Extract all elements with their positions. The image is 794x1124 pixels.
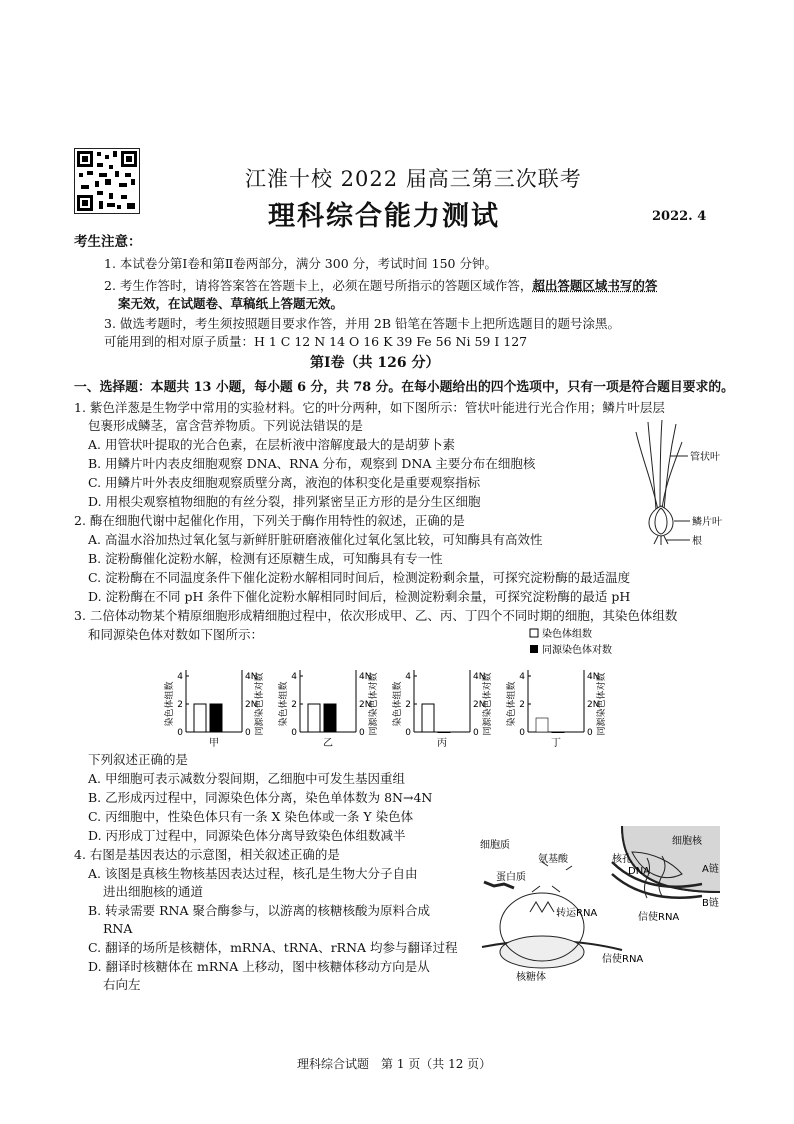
q4-stem: 4. 右图是基因表达的示意图，相关叙述正确的是 xyxy=(74,847,340,862)
label-ribosome: 核糖体 xyxy=(516,972,546,983)
label-mrna-upper: 信使RNA xyxy=(638,912,680,923)
bar-chromosome-groups xyxy=(422,704,434,732)
label-cytoplasm: 细胞质 xyxy=(480,840,510,851)
tick-label-left: 0 xyxy=(405,728,411,738)
bar-homologous-pairs xyxy=(210,704,222,732)
tick-label-left: 4 xyxy=(177,672,183,682)
tick-label-left: 4 xyxy=(405,672,411,682)
tick-label-left: 2 xyxy=(519,700,525,710)
tick-label-right: 0 xyxy=(587,728,593,738)
right-axis-label: 同源染色体对数 xyxy=(255,672,265,736)
tick-label-left: 4 xyxy=(519,672,525,682)
q2-option-b: B. 淀粉酶催化淀粉水解，检测有还原糖生成，可知酶具有专一性 xyxy=(88,551,443,566)
label-trna: 转运RNA xyxy=(556,908,598,919)
bar-homologous-pairs xyxy=(324,704,336,732)
tick-label-left: 0 xyxy=(177,728,183,738)
legend-label-pairs: 同源染色体对数 xyxy=(542,645,612,656)
notice-item-2-cont: 案无效，在试题卷、草稿纸上答题无效。 xyxy=(118,296,344,311)
q3-option-d: D. 丙形成丁过程中，同源染色体分离导致染色体组数减半 xyxy=(88,828,406,843)
q3-option-b: B. 乙形成丙过程中，同源染色体分离，染色单体数为 8N→4N xyxy=(88,790,433,805)
tick-label-right: 0 xyxy=(359,728,365,738)
tick-label-right: 4N xyxy=(245,672,258,682)
section-title: 第Ⅰ卷（共 126 分） xyxy=(310,355,440,371)
tick-label-left: 2 xyxy=(291,700,297,710)
tick-label-left: 4 xyxy=(291,672,297,682)
legend-swatch-groups xyxy=(530,629,538,637)
notice-item-3: 3. 做选考题时，考生须按照题目要求作答，并用 2B 铅笔在答题卡上把所选题目的题号涂黑。 xyxy=(104,316,620,331)
q1-option-a: A. 用管状叶提取的光合色素，在层析液中溶解度最大的是胡萝卜素 xyxy=(88,437,455,452)
bar-chromosome-groups xyxy=(308,704,320,732)
page-footer: 理科综合试题 第 1 页（共 12 页） xyxy=(297,1057,492,1071)
q4-option-a-cont: 进出细胞核的通道 xyxy=(103,884,204,899)
q3-stem-line2: 和同源染色体对数如下图所示： xyxy=(88,627,264,642)
q2-option-a: A. 高温水浴加热过氧化氢与新鲜肝脏研磨液催化过氧化氢比较，可知酶具有高效性 xyxy=(88,532,543,547)
q4-option-b: B. 转录需要 RNA 聚合酶参与，以游离的核糖核酸为原料合成 xyxy=(88,903,430,918)
tick-label-left: 2 xyxy=(177,700,183,710)
notice-item-1: 1. 本试卷分第Ⅰ卷和第Ⅱ卷两部分，满分 300 分，考试时间 150 分钟。 xyxy=(104,256,497,271)
q4-option-b-cont: RNA xyxy=(103,921,133,936)
q3-option-a: A. 甲细胞可表示减数分裂间期，乙细胞中可发生基因重组 xyxy=(88,771,405,786)
bar-homologous-pairs xyxy=(552,732,564,733)
label-scale-leaf: 鳞片叶 xyxy=(692,517,722,528)
q4-option-c: C. 翻译的场所是核糖体，mRNA、tRNA、rRNA 均参与翻译过程 xyxy=(88,940,458,955)
label-tubular-leaf: 管状叶 xyxy=(690,452,720,463)
category-label: 丁 xyxy=(551,738,561,749)
q1-stem-line1: 1. 紫色洋葱是生物学中常用的实验材料。它的叶分两种，如下图所示：管状叶能进行光合作用；鳞片叶层层 xyxy=(74,400,665,415)
q4-option-a: A. 该图是真核生物核基因表达过程，核孔是生物大分子自由 xyxy=(88,866,418,881)
choice-instructions: 一、选择题：本题共 13 小题，每小题 6 分，共 78 分。在每小题给出的四个选项中，只有一项是符合题目要求的。 xyxy=(74,380,734,395)
exam-subtitle: 理科综合能力测试 xyxy=(268,201,500,232)
bar-chromosome-groups xyxy=(194,704,206,732)
left-axis-label: 染色体组数 xyxy=(165,681,175,727)
label-dna: DNA xyxy=(628,866,651,877)
exam-date: 2022. 4 xyxy=(652,209,707,224)
label-b-strand: B链 xyxy=(702,898,719,909)
legend-label-groups: 染色体组数 xyxy=(542,629,592,640)
q3-stem-line1: 3. 二倍体动物某个精原细胞形成精细胞过程中，依次形成甲、乙、丙、丁四个不同时期的细胞，其染色体组数 xyxy=(74,608,678,623)
tick-label-left: 0 xyxy=(519,728,525,738)
right-axis-label: 同源染色体对数 xyxy=(597,672,607,736)
q2-stem: 2. 酶在细胞代谢中起催化作用，下列关于酶作用特性的叙述，正确的是 xyxy=(74,513,465,528)
bar-chromosome-groups xyxy=(536,718,548,732)
tick-label-left: 2 xyxy=(405,700,411,710)
q1-option-b: B. 用鳞片叶内表皮细胞观察 DNA、RNA 分布，观察到 DNA 主要分布在细胞核 xyxy=(88,456,536,471)
category-label: 甲 xyxy=(209,738,219,749)
tick-label-right: 2N xyxy=(587,700,600,710)
tick-label-right: 0 xyxy=(473,728,479,738)
label-protein: 蛋白质 xyxy=(496,872,526,883)
q3-bar-chart xyxy=(160,624,640,750)
category-label: 乙 xyxy=(323,738,333,749)
label-a-strand: A链 xyxy=(702,864,719,875)
label-mrna-lower: 信使RNA xyxy=(602,954,644,965)
tick-label-right: 4N xyxy=(473,672,486,682)
label-nuclear-pore: 核孔 xyxy=(612,854,632,865)
onion-figure xyxy=(630,418,730,548)
bar-homologous-pairs xyxy=(438,732,450,733)
tick-label-right: 2N xyxy=(473,700,486,710)
legend-swatch-pairs xyxy=(530,645,538,653)
q2-option-c: C. 淀粉酶在不同温度条件下催化淀粉水解相同时间后，检测淀粉剩余量，可探究淀粉酶的最适温度 xyxy=(88,570,631,585)
gene-expression-figure xyxy=(472,822,720,988)
tick-label-left: 0 xyxy=(291,728,297,738)
label-amino-acid: 氨基酸 xyxy=(538,854,568,865)
q1-option-c: C. 用鳞片叶外表皮细胞观察质壁分离，液泡的体积变化是重要观察指标 xyxy=(88,475,481,490)
right-axis-label: 同源染色体对数 xyxy=(483,672,493,736)
tick-label-right: 4N xyxy=(359,672,372,682)
atomic-masses: 可能用到的相对原子质量：H 1 C 12 N 14 O 16 K 39 Fe 56 Ni 59 I 127 xyxy=(104,334,528,349)
left-axis-label: 染色体组数 xyxy=(279,681,289,727)
tick-label-right: 4N xyxy=(587,672,600,682)
notice-item-2: 2. 考生作答时，请将答案答在答题卡上，必须在题号所指示的答题区域作答，超出答题区域书写的答 xyxy=(104,278,658,293)
left-axis-label: 染色体组数 xyxy=(393,681,403,727)
notice-heading: 考生注意： xyxy=(74,234,142,250)
tick-label-right: 2N xyxy=(245,700,258,710)
label-nucleus: 细胞核 xyxy=(672,836,702,847)
left-axis-label: 染色体组数 xyxy=(507,681,517,727)
tick-label-right: 2N xyxy=(359,700,372,710)
label-root: 根 xyxy=(692,536,702,547)
right-axis-label: 同源染色体对数 xyxy=(369,672,379,736)
q2-option-d: D. 淀粉酶在不同 pH 条件下催化淀粉水解相同时间后，检测淀粉剩余量，可探究淀粉酶的最适 pH xyxy=(88,589,631,604)
q4-option-d-cont: 右向左 xyxy=(103,977,141,992)
tick-label-right: 0 xyxy=(245,728,251,738)
q3-lead: 下列叙述正确的是 xyxy=(88,752,189,767)
qr-code xyxy=(74,148,140,214)
exam-title: 江淮十校 2022 届高三第三次联考 xyxy=(245,167,582,191)
q1-option-d: D. 用根尖观察植物细胞的有丝分裂，排列紧密呈正方形的是分生区细胞 xyxy=(88,494,481,509)
category-label: 丙 xyxy=(437,738,447,749)
q4-option-d: D. 翻译时核糖体在 mRNA 上移动，图中核糖体移动方向是从 xyxy=(88,959,430,974)
q1-stem-line2: 包裹形成鳞茎，富含营养物质。下列说法错误的是 xyxy=(88,418,364,433)
q3-option-c: C. 丙细胞中，性染色体只有一条 X 染色体或一条 Y 染色体 xyxy=(88,809,414,824)
